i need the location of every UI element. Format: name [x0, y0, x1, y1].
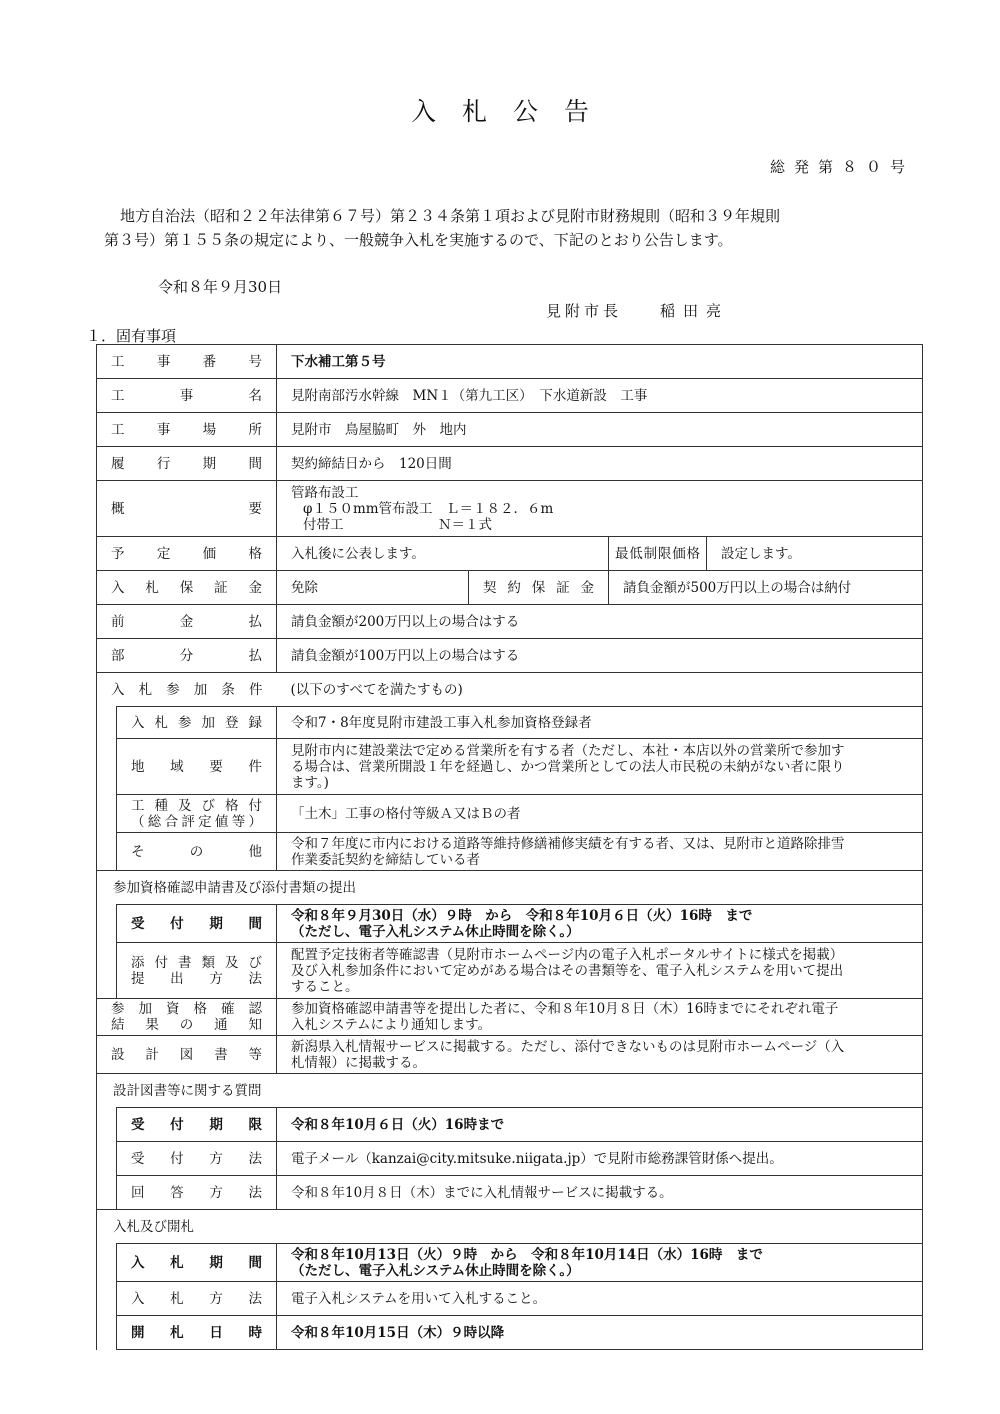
row-kouji-bangou	[97, 345, 923, 379]
kakunin-label-2: 結果の通知	[111, 1017, 262, 1033]
row-shitsumon-kigen	[97, 1108, 923, 1142]
value-shitsumon-houhou: 電子メール（kanzai@city.mitsuke.niigata.jp）で見附市総務課管財係へ提出。	[277, 1142, 923, 1176]
kikan-line-2: （ただし、電子入札システム休止時間を除く。）	[291, 1262, 580, 1279]
label-shitsumon-houhou: 受付方法	[117, 1142, 277, 1176]
label-yotei-kakaku: 予定価格	[97, 537, 277, 571]
label-bubunbarai: 部分払	[97, 639, 277, 673]
row-sanka-touroku	[97, 707, 923, 739]
row-sekkei-tosho	[97, 1036, 923, 1074]
row-tenpu-shorui	[97, 943, 923, 999]
row-kaisatsu-heading	[97, 1210, 923, 1244]
label-sekkei-tosho: 設計図書等	[97, 1036, 277, 1074]
heading-kaisatsu: 入札及び開札	[97, 1210, 923, 1244]
row-uketsuke-kikan	[97, 905, 923, 943]
row-nyusatsu-kikan	[97, 1244, 923, 1282]
label-kouji-bangou: 工事番号	[97, 345, 277, 379]
row-rikou-kikan	[97, 447, 923, 481]
chiiki-line-1: 見附市内に建設業法で定める営業所を有する者（ただし、本社・本店以外の営業所で参加す	[291, 742, 845, 759]
label-sanka-jouken: 入札参加条件	[97, 673, 277, 707]
value-shitsumon-kigen: 令和８年10月６日（火）16時まで	[277, 1108, 923, 1142]
label-nyusatsu-kikan: 入札期間	[117, 1244, 277, 1282]
label-nyusatsu-houhou: 入札方法	[117, 1282, 277, 1316]
uketsuke-line-1: 令和８年９月30日（水）９時 から 令和８年10月６日（火）16時 まで	[291, 907, 753, 924]
gaiyou-line-2: φ１５０mm管布設工 Ｌ＝１８２．６m	[303, 500, 554, 517]
tenpu-label-1: 添付書類及び	[131, 954, 262, 971]
row-koushu-kakuzuke	[97, 795, 923, 833]
row-shinsei-heading	[97, 871, 923, 905]
label-keiyaku-hoshokin: 契約保証金	[469, 571, 609, 605]
label-kaisatsu-nichiji: 開札日時	[117, 1316, 277, 1350]
value-kaitou-houhou: 令和８年10月８日（木）までに入札情報サービスに掲載する。	[277, 1176, 923, 1210]
value-sanka-jouken: (以下のすべてを満たすもの)	[277, 673, 923, 707]
row-kaitou-houhou	[97, 1176, 923, 1210]
document-number: 総発第８０号	[769, 158, 914, 176]
value-nyusatsu-hoshokin: 免除	[277, 571, 469, 605]
row-maekinbarai	[97, 605, 923, 639]
value-sonota	[277, 833, 923, 871]
gaiyou-line-3: 付帯工 Ｎ＝１式	[303, 516, 492, 533]
row-shitsumon-heading	[97, 1074, 923, 1108]
sekkei-line-1: 新潟県入札情報サービスに掲載する。ただし、添付できないものは見附市ホームページ（入	[291, 1038, 845, 1055]
label-kaitou-houhou: 回答方法	[117, 1176, 277, 1210]
section-heading: １．固有事項	[86, 327, 177, 345]
intro-line-1: 地方自治法（昭和２２年法律第６７号）第２３４条第１項および見附市財務規則（昭和３９年規則	[120, 207, 781, 225]
value-kouji-mei: 見附南部汚水幹線 MN１（第九工区） 下水道新設 工事	[277, 379, 923, 413]
label-tenpu-shorui	[117, 943, 277, 999]
label-sanka-touroku: 入札参加登録	[117, 707, 277, 739]
signer-title: 見附市長	[546, 302, 623, 320]
chiiki-line-3: ます。)	[291, 774, 329, 791]
page-title: 入札公告	[410, 97, 615, 126]
row-kakunin-tsuchi	[97, 999, 923, 1036]
value-saitei-seigen: 設定します。	[707, 537, 923, 571]
row-chiiki-youken	[97, 739, 923, 795]
value-rikou-kikan: 契約締結日から 120日間	[277, 447, 923, 481]
heading-shinsei: 参加資格確認申請書及び添付書類の提出	[97, 871, 923, 905]
row-sonota	[97, 833, 923, 871]
value-sanka-touroku: 令和7・8年度見附市建設工事入札参加資格登録者	[277, 707, 923, 739]
koushu-label-2: （総合評定値等）	[131, 813, 262, 830]
value-nyusatsu-houhou: 電子入札システムを用いて入札すること。	[277, 1282, 923, 1316]
label-nyusatsu-hoshokin: 入札保証金	[97, 571, 277, 605]
row-kaisatsu-nichiji	[97, 1316, 923, 1350]
row-gaiyou	[97, 481, 923, 537]
value-tenpu-shorui	[277, 943, 923, 999]
uketsuke-line-2: （ただし、電子入札システム休止時間を除く。）	[291, 923, 580, 940]
label-uketsuke-kikan: 受付期間	[117, 905, 277, 943]
label-kakunin-tsuchi	[97, 999, 277, 1036]
row-kouji-mei	[97, 379, 923, 413]
label-maekinbarai: 前金払	[97, 605, 277, 639]
tenpu-line-3: すること。	[291, 978, 359, 995]
signer-name: 稲田亮	[660, 302, 730, 320]
notice-table	[96, 344, 923, 1350]
kakunin-line-2: 入札システムにより通知します。	[291, 1017, 492, 1033]
sonota-line-2: 作業委託契約を締結している者	[291, 851, 480, 868]
value-koushu-kakuzuke: 「土木」工事の格付等級Ａ又はＢの者	[277, 795, 923, 833]
label-rikou-kikan: 履行期間	[97, 447, 277, 481]
value-kaisatsu-nichiji: 令和８年10月15日（木）９時以降	[277, 1316, 923, 1350]
kikan-line-1: 令和８年10月13日（火）９時 から 令和８年10月14日（水）16時 まで	[291, 1246, 763, 1263]
gaiyou-line-1: 管路布設工	[291, 484, 359, 501]
label-saitei-seigen: 最低制限価格	[609, 537, 707, 571]
heading-shitsumon: 設計図書等に関する質問	[97, 1074, 923, 1108]
tenpu-line-1: 配置予定技術者等確認書（見附市ホームページ内の電子入札ポータルサイトに様式を掲載）	[291, 946, 844, 963]
tenpu-label-2: 提出方法	[131, 970, 262, 987]
chiiki-line-2: る場合は、営業所開設１年を経過し、かつ営業所としての法人市民税の未納がない者に限り	[291, 758, 845, 775]
value-yotei-kakaku: 入札後に公表します。	[277, 537, 609, 571]
sonota-line-1: 令和７年度に市内における道路等維持修繕補修実績を有する者、又は、見附市と道路除排雪	[291, 835, 845, 852]
row-sanka-jouken	[97, 673, 923, 707]
value-kouji-basho: 見附市 鳥屋脇町 外 地内	[277, 413, 923, 447]
value-keiyaku-hoshokin: 請負金額が500万円以上の場合は納付	[609, 571, 923, 605]
row-nyusatsu-houhou	[97, 1282, 923, 1316]
label-chiiki-youken: 地域要件	[117, 739, 277, 795]
value-sekkei-tosho	[277, 1036, 923, 1074]
row-kouji-basho	[97, 413, 923, 447]
label-shitsumon-kigen: 受付期限	[117, 1108, 277, 1142]
label-gaiyou: 概要	[97, 481, 277, 537]
value-uketsuke-kikan	[277, 905, 923, 943]
row-shitsumon-houhou	[97, 1142, 923, 1176]
row-bubunbarai	[97, 639, 923, 673]
label-koushu-kakuzuke	[117, 795, 277, 833]
row-nyusatsu-hoshokin	[97, 571, 923, 605]
label-kouji-basho: 工事場所	[97, 413, 277, 447]
row-yotei-kakaku	[97, 537, 923, 571]
kakunin-label-1: 参加資格確認	[111, 1001, 262, 1017]
signer	[546, 300, 729, 321]
label-sonota: その他	[117, 833, 277, 871]
notice-date: 令和８年９月30日	[158, 278, 283, 296]
value-maekinbarai: 請負金額が200万円以上の場合はする	[277, 605, 923, 639]
value-chiiki-youken	[277, 739, 923, 795]
tenpu-line-2: 及び入札参加条件において定めがある場合はその書類等を、電子入札システムを用いて提出	[291, 962, 844, 979]
value-gaiyou	[277, 481, 923, 537]
intro-line-2: 第３号）第１５５条の規定により、一般競争入札を実施するので、下記のとおり公告します。	[104, 231, 733, 249]
value-kakunin-tsuchi	[277, 999, 923, 1036]
intro-paragraph	[104, 204, 924, 252]
value-kouji-bangou: 下水補工第５号	[277, 345, 923, 379]
value-bubunbarai: 請負金額が100万円以上の場合はする	[277, 639, 923, 673]
value-nyusatsu-kikan	[277, 1244, 923, 1282]
koushu-label-1: 工種及び格付	[131, 797, 262, 814]
label-kouji-mei: 工事名	[97, 379, 277, 413]
kakunin-line-1: 参加資格確認申請書等を提出した者に、令和８年10月８日（木）16時までにそれぞれ電子	[291, 1001, 839, 1017]
sekkei-line-2: 札情報）に掲載する。	[291, 1054, 426, 1071]
